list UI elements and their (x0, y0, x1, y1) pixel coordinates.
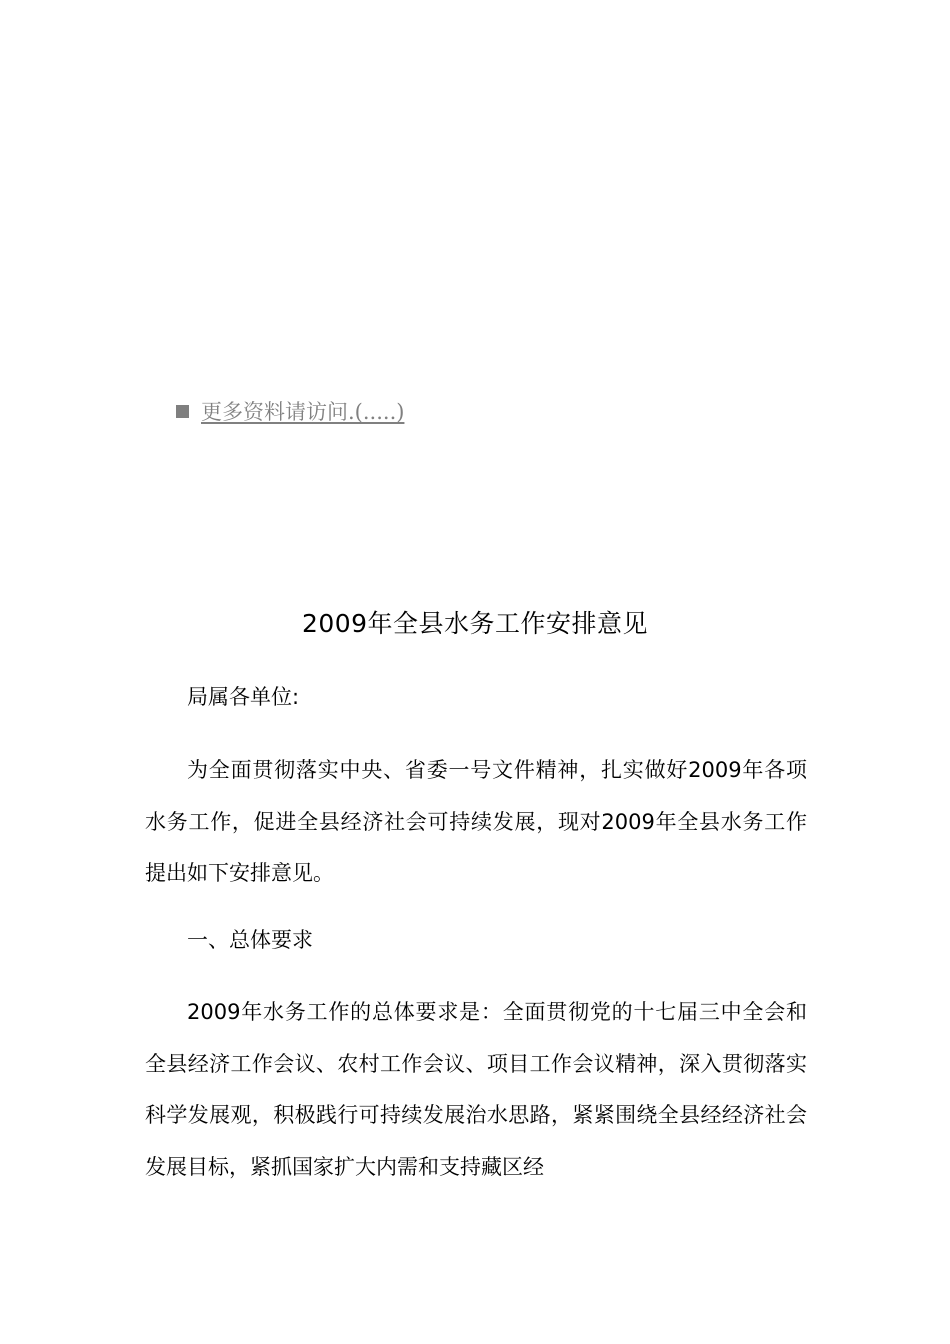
section-heading: 一、总体要求 (187, 928, 313, 952)
salutation: 局属各单位: (187, 685, 300, 709)
section-paragraph: 2009年水务工作的总体要求是：全面贯彻党的十七届三中全会和全县经济工作会议、农村工作会议、项目工作会议精神，深入贯彻落实科学发展观，积极践行可持续发展治水思路，紧紧围绕全县经经济社会发展目标，紧抓国家扩大内需和支持藏区经 (145, 1000, 807, 1179)
document-title: 2009年全县水务工作安排意见 (301, 609, 649, 638)
more-resources-link[interactable]: 更多资料请访问.(.....) (201, 400, 405, 424)
resource-link-row (176, 396, 404, 426)
intro-paragraph: 为全面贯彻落实中央、省委一号文件精神，扎实做好2009年各项水务工作，促进全县经济社会可持续发展，现对2009年全县水务工作提出如下安排意见。 (145, 758, 807, 885)
square-bullet-icon (176, 405, 189, 418)
